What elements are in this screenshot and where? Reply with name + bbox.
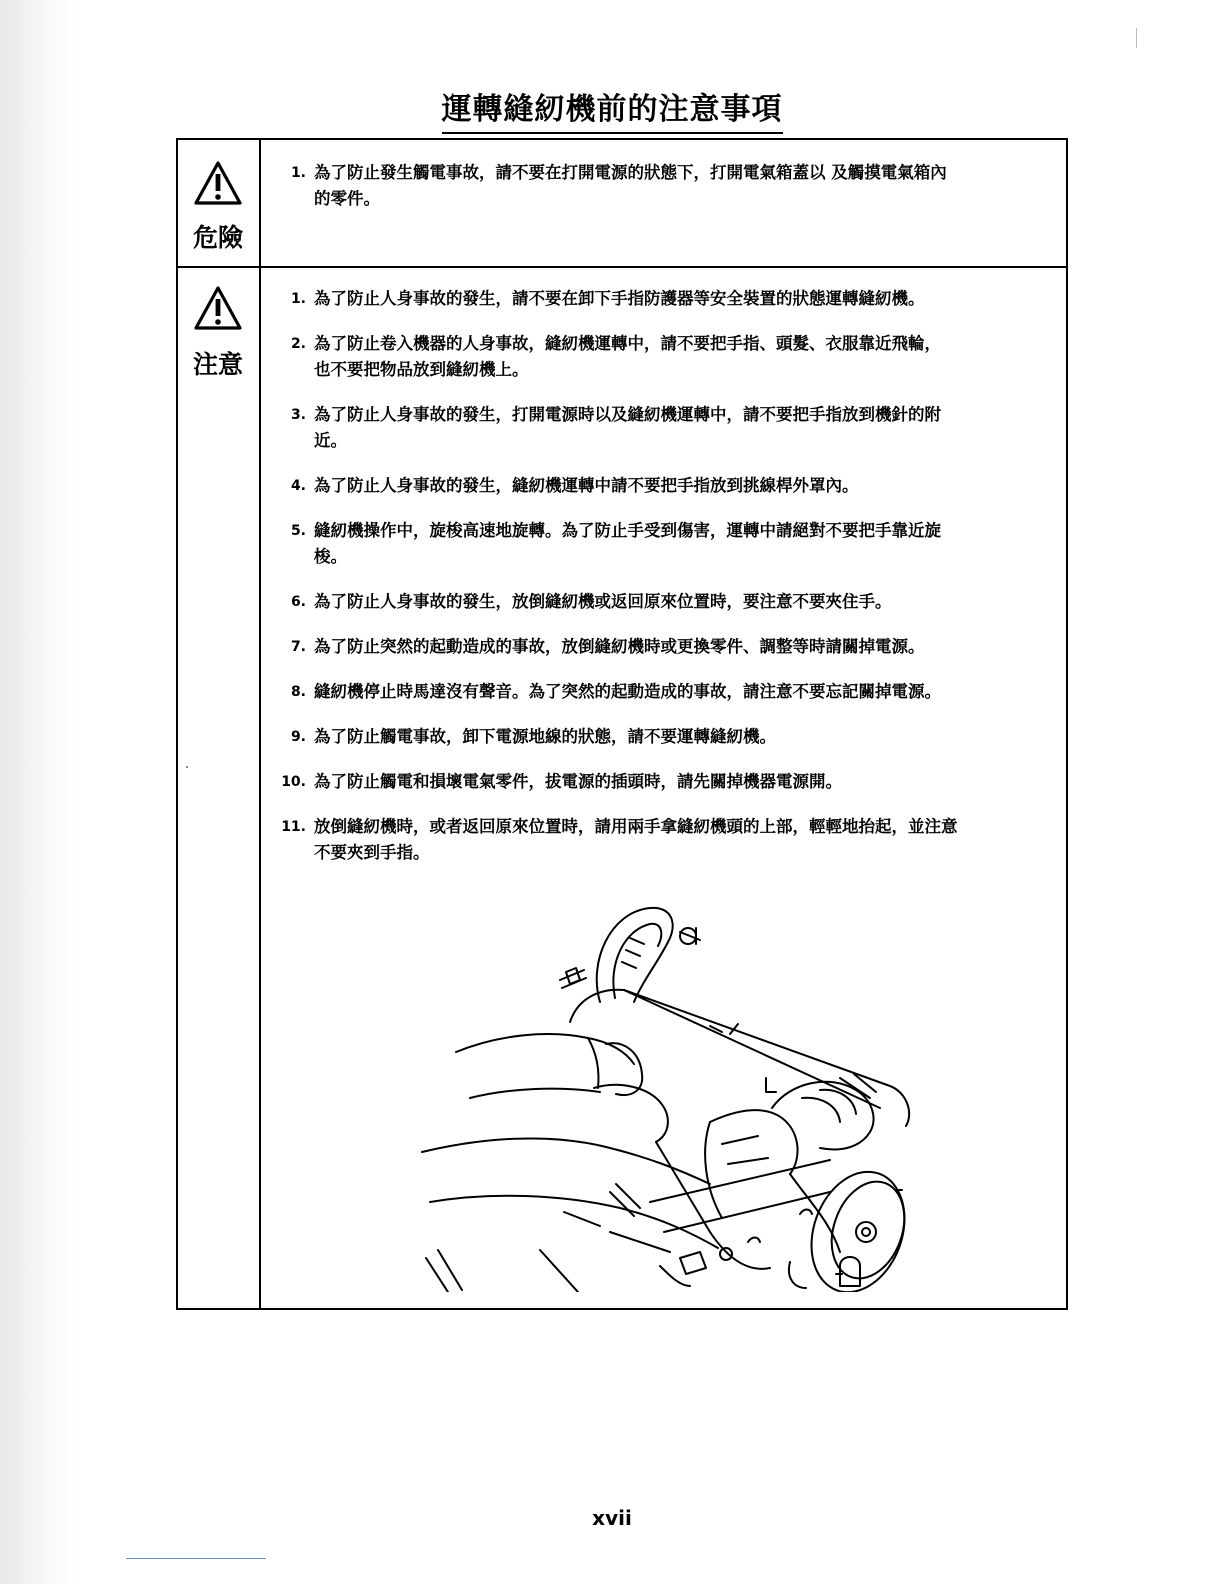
page-title-text: 運轉縫紉機前的注意事項: [442, 84, 783, 134]
danger-label: 危險: [192, 223, 243, 252]
caution-item-2: 2. 為了防止卷入機器的人身事故，縫紉機運轉中，請不要把手指、頭髮、衣服靠近飛輪， 也不要把物品放到縫紉機上。: [290, 334, 941, 379]
caution-label: 注意: [192, 350, 243, 379]
page-title: [0, 84, 1224, 134]
safety-table: [176, 138, 1068, 1310]
row-divider: [178, 266, 1066, 268]
column-divider: [259, 140, 261, 1308]
caution-item-1: 1. 為了防止人身事故的發生，請不要在卸下手指防護器等安全裝置的狀態運轉縫紉機。: [290, 289, 925, 308]
page-number: xvii: [592, 1506, 632, 1530]
caution-item-4: 4. 為了防止人身事故的發生，縫紉機運轉中請不要把手指放到挑線桿外罩內。: [290, 476, 859, 495]
warning-triangle-icon: [193, 160, 243, 206]
danger-list: [276, 160, 1062, 231]
scan-shadow: [0, 0, 76, 1584]
caution-item-7: 7. 為了防止突然的起動造成的事故，放倒縫紉機時或更換零件、調整等時請關掉電源。: [290, 637, 925, 656]
warning-triangle-icon: [193, 285, 243, 331]
caution-item-9: 9. 為了防止觸電事故，卸下電源地線的狀態，請不要運轉縫紉機。: [290, 727, 776, 746]
caution-item-3: 3. 為了防止人身事故的發生，打開電源時以及縫紉機運轉中，請不要把手指放到機針的附 近。: [290, 405, 941, 450]
caution-item-6: 6. 為了防止人身事故的發生，放倒縫紉機或返回原來位置時，要注意不要夾住手。: [290, 592, 892, 611]
caution-item-5: 5. 縫紉機操作中，旋梭高速地旋轉。為了防止手受到傷害，運轉中請絕對不要把手靠近旋 梭。: [290, 521, 941, 566]
scan-edge-mark: [1136, 28, 1137, 48]
caution-item-11: 11. 放倒縫紉機時，或者返回原來位置時，請用兩手拿縫紉機頭的上部，輕輕地抬起，並注意 不要夾到手指。: [281, 817, 958, 862]
danger-item-1: 1. 為了防止發生觸電事故，請不要在打開電源的狀態下，打開電氣箱蓋以 及觸摸電氣箱內 的零件。: [290, 163, 947, 208]
caution-item-10: 10. 為了防止觸電和損壞電氣零件，拔電源的插頭時，請先關掉機器電源開。: [281, 772, 842, 791]
scan-bottom-line: [126, 1558, 266, 1559]
sewing-machine-tilt-illustration: [410, 902, 930, 1292]
caution-list: [276, 286, 1062, 885]
caution-item-8: 8. 縫紉機停止時馬達沒有聲音。為了突然的起動造成的事故，請注意不要忘記關掉電源。: [290, 682, 941, 701]
